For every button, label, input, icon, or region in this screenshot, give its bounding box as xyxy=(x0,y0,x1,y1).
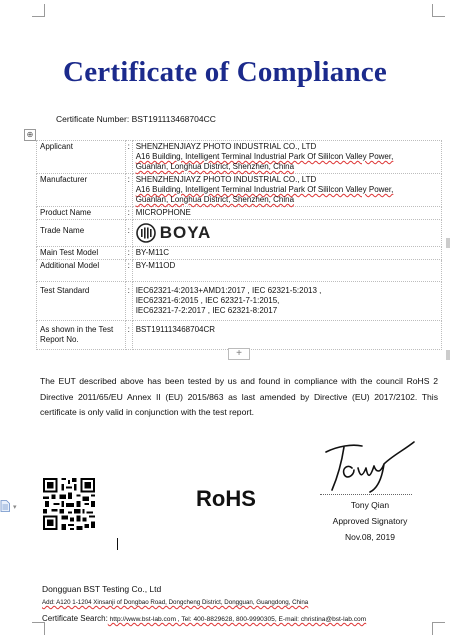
standard-line: IEC62321-4:2013+AMD1:2017 , IEC 62321-5:2013 , xyxy=(135,286,322,295)
manufacturer-name: SHENZHENJIAYZ PHOTO INDUSTRIAL CO., LTD xyxy=(135,175,317,184)
certificate-search-label: Certificate Search: xyxy=(42,614,108,623)
text-cursor xyxy=(117,538,118,550)
side-scroll-tab[interactable] xyxy=(446,350,450,360)
row-colon: : xyxy=(125,247,132,260)
table-row-test-standard xyxy=(37,282,442,321)
row-value[interactable] xyxy=(132,141,441,174)
row-colon: : xyxy=(125,282,132,321)
row-value[interactable]: BY-M11C xyxy=(132,247,441,260)
move-handle-icon[interactable]: ⊕ xyxy=(24,129,36,141)
row-label: Additional Model xyxy=(37,260,126,282)
row-label: Product Name xyxy=(37,207,126,220)
side-scroll-tab[interactable] xyxy=(446,238,450,248)
row-value[interactable] xyxy=(132,282,441,321)
signature-mark xyxy=(318,438,418,494)
signatory-name: Tony Qian xyxy=(350,500,390,510)
row-value[interactable] xyxy=(132,220,441,247)
certificate-number: Certificate Number: BST191113468704CC xyxy=(56,114,216,124)
signatory-role: Approved Signatory xyxy=(332,516,408,526)
qr-code-icon xyxy=(43,478,95,530)
crop-mark-top-left xyxy=(32,4,45,17)
row-value[interactable] xyxy=(132,174,441,207)
manufacturer-address-line1: A16 Building, Intelligent Terminal Industrial Park Of Sililcon Valley Power, xyxy=(135,185,394,194)
boya-logo xyxy=(136,223,438,243)
row-label: Applicant xyxy=(37,141,126,174)
row-colon: : xyxy=(125,220,132,247)
crop-mark-bottom-left xyxy=(32,622,45,635)
certificate-search-contacts[interactable]: http://www.bst-lab.com , Tel: 400-8829628, 800-9990305, E-mail: christina@bst-lab.com xyxy=(107,616,367,623)
crop-mark-top-right xyxy=(432,4,445,17)
row-colon: : xyxy=(125,260,132,282)
row-value[interactable]: BST191113468704CR xyxy=(132,321,441,350)
signature-line xyxy=(320,494,412,495)
table-row-manufacturer xyxy=(37,174,442,207)
certificate-info-table xyxy=(36,140,442,350)
document-icon[interactable] xyxy=(0,500,10,512)
row-value[interactable]: BY-M11OD xyxy=(132,260,441,282)
applicant-name: SHENZHENJIAYZ PHOTO INDUSTRIAL CO., LTD xyxy=(135,142,317,151)
row-label: As shown in the Test Report No. xyxy=(37,321,126,350)
standard-line: IEC62321-6:2015 , IEC 62321-7-1:2015, xyxy=(135,296,280,305)
boya-logo-icon xyxy=(136,223,156,243)
table-row-test-report xyxy=(37,321,442,350)
manufacturer-address-line2: Guanlan, Longhua District, Shenzhen, China xyxy=(135,195,295,204)
crop-mark-bottom-right xyxy=(432,622,445,635)
footer-company: Dongguan BST Testing Co., Ltd xyxy=(42,584,162,594)
row-colon: : xyxy=(125,207,132,220)
chevron-down-icon[interactable]: ▾ xyxy=(13,504,17,511)
row-colon: : xyxy=(125,174,132,207)
add-row-button[interactable]: + xyxy=(228,348,250,360)
row-value[interactable]: MICROPHONE xyxy=(132,207,441,220)
certificate-title: Certificate of Compliance xyxy=(63,56,387,88)
applicant-address-line1: A16 Building, Intelligent Terminal Industrial Park Of Sililcon Valley Power, xyxy=(135,152,394,161)
standard-line: IEC62321-7-2:2017 , IEC 62321-8:2017 xyxy=(135,306,278,315)
table-row-trade-name xyxy=(37,220,442,247)
table-row-additional-model xyxy=(37,260,442,282)
brand-name: BOYA xyxy=(159,223,212,242)
row-colon: : xyxy=(125,321,132,350)
footer-address: Add: A120 1-1204 Xinsanji of Dongbao Road, Dongcheng District, Dongguan, Guangdong, China xyxy=(42,599,309,606)
table-row-product-name xyxy=(37,207,442,220)
signature-date: Nov.08, 2019 xyxy=(345,532,395,542)
row-colon: : xyxy=(125,141,132,174)
applicant-address-line2: Guanlan, Longhua District, Shenzhen, China xyxy=(135,162,295,171)
compliance-statement: The EUT described above has been tested by us and found in compliance with the council RoHS 2 Directive 2011/65/EU Annex II (EU) 2015/863 as last amended by Directive (EU) 2017/2102. This certificate is only valid in conjunction with the test report. xyxy=(40,376,438,417)
row-label: Test Standard xyxy=(37,282,126,321)
row-label: Trade Name xyxy=(37,220,126,247)
table-row-main-test-model xyxy=(37,247,442,260)
footer-search-line xyxy=(42,614,366,623)
table-row-applicant xyxy=(37,141,442,174)
row-label: Manufacturer xyxy=(37,174,126,207)
row-label: Main Test Model xyxy=(37,247,126,260)
rohs-mark: RoHS xyxy=(196,486,256,511)
